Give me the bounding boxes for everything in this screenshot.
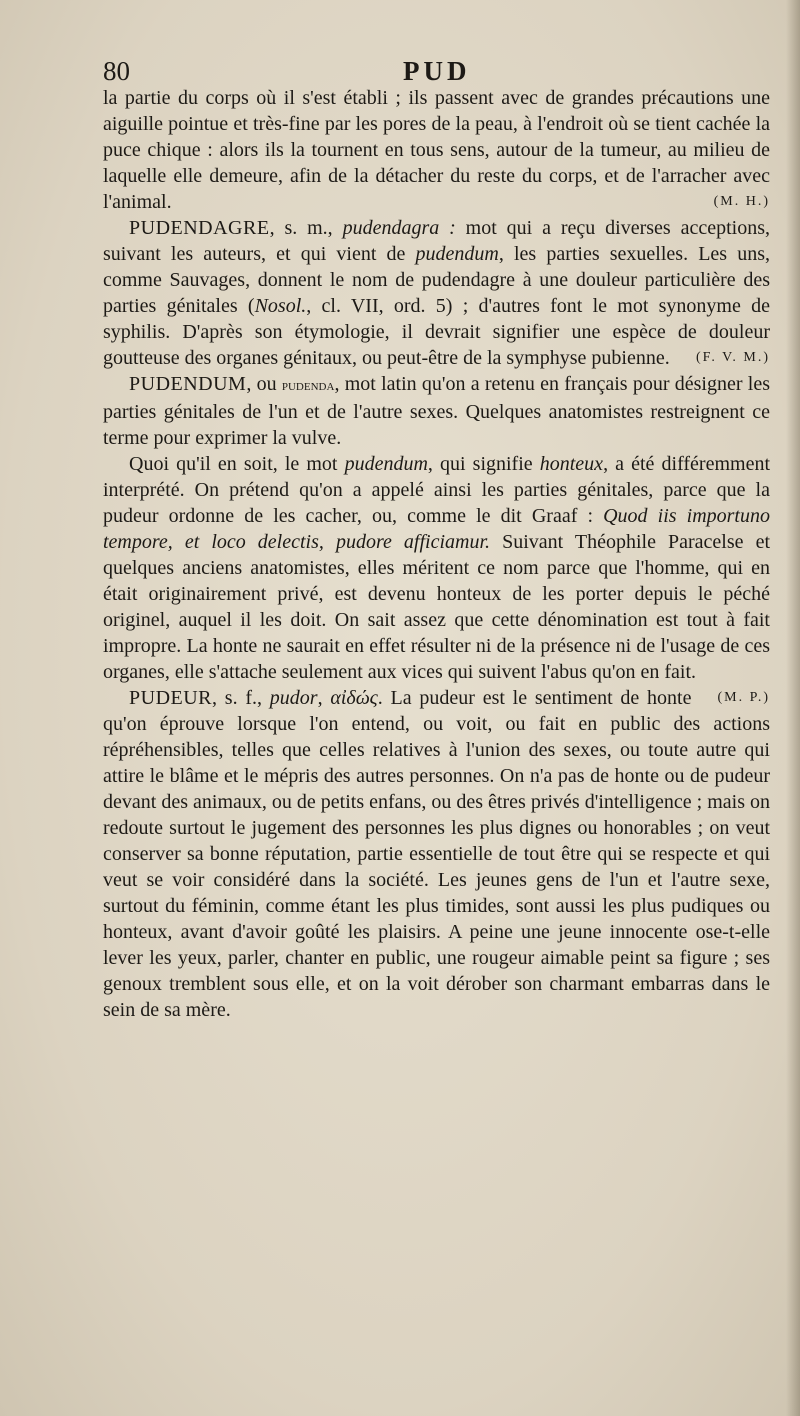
entry-text: . La pudeur est le sentiment de honte qu'on éprouve lorsque l'on entend, ou voit, ou fait en public des actions répréhensibles, telles que celles relatives à l'union des sexes, ou toute autre qui attire le blâme et le mépris des autres personnes. On n'a pas de honte ou de pudeur devant des animaux, ou de petits enfans, ou des êtres privés d'intelligence ; mais on redoute surtout le jugement des personnes les plus dignes ou honorables ; on veut conserver sa bonne réputation, partie essentielle de tout être qui se respecte et qui veut se voir considéré dans la société. Les jeunes gens de l'un et l'autre sexe, surtout du féminin, comme étant les plus timides, sont aussi les plus pudiques ou honteux, avant d'avoir goûté les plaisirs. A peine une jeune innocente ose-t-elle lever les yeux, parler, chanter en public, une rougeur aimable peint sa figure ; ses genoux tremblent sous elle, et on la voit dérober son charmant embarras dans le sein de sa mère. — [103, 687, 770, 1021]
entry-text: , qui signifie — [427, 453, 540, 475]
entry-text: , ou — [246, 373, 282, 395]
latin-quote: Quod iis importuno tempore, et loco delectis, pudore afficiamur. — [103, 505, 770, 553]
entry-pudeur — [103, 685, 770, 1023]
page-number: 80 — [103, 56, 130, 86]
italic-term: honteux — [539, 453, 604, 475]
headword: PUDENDAGRE — [129, 217, 270, 239]
entry-text: , les parties sexuelles. Les uns, comme Sauvages, donnent le nom de pudendagre à une douleur particulière des parties génitales ( — [103, 243, 770, 317]
latin-term: pudor — [269, 687, 318, 709]
entry-pudendum — [103, 371, 770, 451]
signature: (M. P.) — [717, 690, 770, 705]
entry-text: mot qui a reçu diverses acceptions, suivant les auteurs, et qui vient de — [103, 217, 770, 265]
running-head: PUD — [403, 56, 471, 86]
signature: (F. V. M.) — [696, 350, 770, 365]
latin-term: pudendum — [415, 243, 499, 265]
entry-text: , cl. VII, ord. 5) ; d'autres font le mot synonyme de syphilis. D'après son étymologie, il devrait signifier une espèce de douleur goutteuse des organes génitaux, ou peut-être de la symphyse pubienne. — [103, 295, 770, 369]
page-header — [103, 50, 773, 90]
continuation-text: la partie du corps où il s'est établi ; ils passent avec de grandes précautions une aiguille pointue et très-fine par les pores de la peau, à l'endroit où se tient cachée la puce chique : alors ils la tournent en tous sens, autour de la tumeur, au milieu de laquelle elle demeure, afin de la détacher du reste du corps, et de l'arracher avec l'animal. — [103, 87, 770, 213]
headword: PUDEUR — [129, 687, 213, 709]
grammar-note: , s. f., — [212, 687, 270, 709]
signature: (M. H.) — [713, 194, 770, 209]
entry-text: , a été différemment interprété. On prétend qu'on a appelé ainsi les parties génitales, parce que la pudeur ordonne de les cacher, ou, comme le dit Graaf : — [103, 453, 771, 527]
greek-term: αἰδώς — [330, 687, 378, 709]
grammar-note: , s. m., — [269, 217, 343, 239]
headword: PUDENDUM — [129, 373, 247, 395]
entry-text: , — [317, 687, 331, 709]
entry-text: Suivant Théophile Paracelse et quelques anciens anatomistes, elles méritent ce nom parce que l'homme, qui en était originairement privé, est devenu honteux de les porter depuis le péché originel, auquel il les doit. On sait assez que cette dénomination est tout à fait impropre. La honte ne saurait en effet résulter ni de la présence ni de l'usage de ces organes, elle s'attache seulement aux vices qui suivent l'abus qu'on en fait. — [103, 531, 771, 683]
entry-text: , mot latin qu'on a retenu en français pour désigner les parties génitales de l'un et de l'autre sexes. Quelques anatomistes restreignent ce terme pour exprimer la vulve. — [103, 373, 770, 449]
entry-text: Quoi qu'il en soit, le mot — [129, 453, 345, 475]
page-text — [103, 85, 770, 1023]
reference: Nosol. — [254, 295, 307, 317]
latin-term: pudendagra : — [342, 217, 456, 239]
latin-term: pudendum — [344, 453, 428, 475]
page-edge-shadow — [786, 0, 800, 1416]
small-caps-term: pudenda — [281, 377, 335, 394]
entry-pudendagre — [103, 215, 770, 371]
continuation-paragraph — [103, 85, 770, 215]
